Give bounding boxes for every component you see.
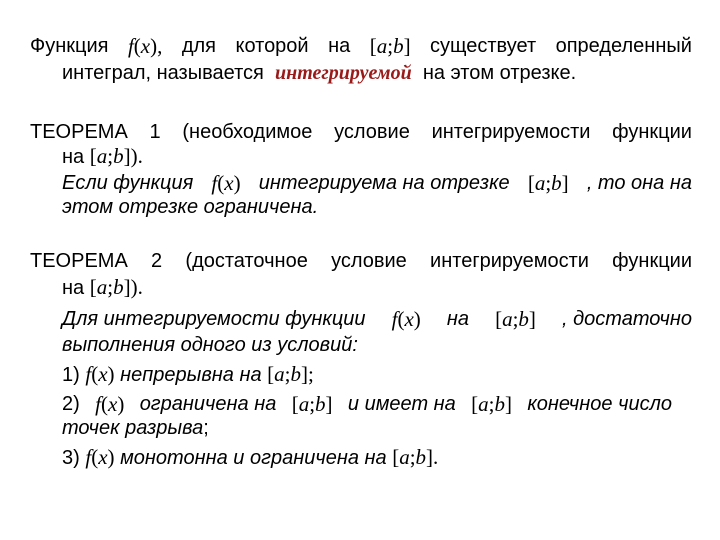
text: Для интегрируемости функции [62, 308, 366, 330]
expr-fx: f(x) [211, 171, 241, 195]
word: функции [612, 121, 692, 143]
text: непрерывна на [120, 364, 262, 386]
interval-ab: [a;b]. [392, 445, 439, 469]
interval-ab: [a;b] [471, 392, 512, 416]
interval-ab: [a;b]). [89, 144, 143, 168]
word: (достаточное [185, 250, 308, 272]
expr-fx: f(x) [85, 445, 115, 469]
list-number: 3) [62, 447, 80, 469]
condition-1 [62, 362, 692, 387]
word: для [181, 35, 216, 57]
word: 1 [149, 121, 161, 143]
word: которой [235, 35, 309, 57]
word: на [328, 35, 351, 57]
text: выполнения одного из условий: [62, 334, 358, 356]
text: точек разрыва [62, 417, 204, 439]
text: монотонна и ограничена на [120, 447, 387, 469]
word: условие [331, 250, 407, 272]
text: на [446, 308, 469, 330]
theorem-1-heading-line-2 [62, 144, 692, 169]
text: интегрируема на отрезке [258, 172, 510, 194]
word: ТЕОРЕМА [30, 121, 128, 143]
theorem-2-statement-line-1 [62, 307, 692, 331]
text: ограничена на [139, 393, 277, 415]
condition-2-line-1 [62, 392, 672, 416]
text: этом отрезке ограничена. [62, 196, 319, 218]
word: функции [612, 250, 692, 272]
highlighted-term: интегрируемой [274, 62, 412, 84]
word: (необходимое [182, 121, 313, 143]
theorem-1-heading [30, 120, 692, 144]
definition-line-2 [62, 61, 692, 85]
word: 2 [151, 250, 163, 272]
word: ТЕОРЕМА [30, 250, 128, 272]
list-number: 2) [62, 393, 80, 415]
condition-3 [62, 445, 692, 470]
word: интегрируемости [430, 250, 589, 272]
text: , достаточно [561, 308, 692, 330]
word: условие [334, 121, 410, 143]
interval-ab: [a;b] [527, 171, 569, 195]
interval-ab: [a;b]). [89, 275, 143, 299]
definition-line-1 [30, 34, 692, 58]
interval-ab: [a;b] [291, 392, 333, 416]
word: на [62, 277, 85, 299]
word-function: Функция [30, 35, 109, 57]
theorem-2-statement-line-2 [62, 333, 692, 357]
text: на этом отрезке. [422, 62, 577, 84]
word: существует [430, 35, 537, 57]
word: интегрируемости [431, 121, 591, 143]
text: интеграл, называется [62, 62, 264, 84]
theorem-1-statement-line-2 [62, 195, 692, 219]
interval-ab: [a;b] [495, 307, 536, 331]
list-number: 1) [62, 364, 80, 386]
theorem-1-statement-line-1 [62, 171, 692, 195]
expr-fx: f(x) [391, 307, 421, 331]
interval-ab: [a;b]; [267, 362, 314, 386]
word: определенный [555, 35, 692, 57]
text: , то она на [586, 172, 692, 194]
expr-fx: f(x), [127, 34, 163, 58]
theorem-2-heading [30, 249, 692, 273]
expr-fx: f(x) [85, 362, 115, 386]
text: конечное число [527, 393, 672, 415]
expr-fx: f(x) [95, 392, 125, 416]
theorem-2-heading-line-2 [62, 275, 692, 300]
condition-2-line-2: точек разрыва; [62, 417, 209, 439]
text: и имеет на [347, 393, 456, 415]
word: на [62, 146, 85, 168]
interval-ab: [a;b] [369, 34, 411, 58]
text: Если функция [62, 172, 194, 194]
